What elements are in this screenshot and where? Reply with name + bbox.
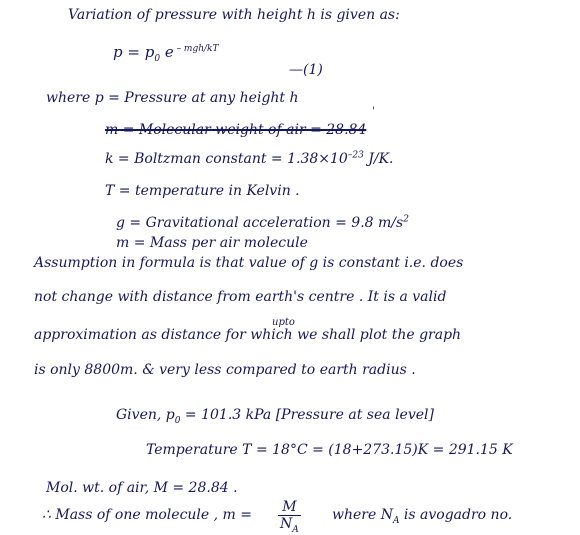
mass-of-molecule-label: ∴ Mass of one molecule , m = bbox=[42, 507, 252, 523]
struck-line bbox=[105, 121, 366, 139]
avogadro-note-start: where N bbox=[332, 507, 393, 523]
boltzmann-exponent: –23 bbox=[347, 150, 364, 161]
definition-temperature: T = temperature in Kelvin . bbox=[105, 183, 300, 199]
text-line-8 bbox=[116, 234, 308, 252]
text-line-13 bbox=[116, 406, 434, 424]
given-pressure-value: = 101.3 kPa [Pressure at sea level] bbox=[180, 407, 434, 423]
text-line-12 bbox=[34, 361, 416, 379]
definition-molecular-weight-struck: m = Molecular weight of air = 28.84 bbox=[105, 122, 367, 138]
given-temperature: Temperature T = 18°C = (18+273.15)K = 291.15 K bbox=[146, 442, 513, 458]
definition-pressure: where p = Pressure at any height h bbox=[46, 90, 299, 106]
text-line-10 bbox=[34, 288, 446, 306]
text-line-16-tail bbox=[332, 506, 512, 524]
avogadro-note-end: is avogadro no. bbox=[399, 507, 513, 523]
fraction-denominator-sub: A bbox=[292, 524, 299, 535]
assumption-line-4: is only 8800m. & very less compared to earth radius . bbox=[34, 362, 416, 378]
definition-molecule-mass: m = Mass per air molecule bbox=[116, 235, 308, 251]
fraction-denominator bbox=[276, 516, 303, 535]
formula-exp-base: e bbox=[160, 43, 174, 61]
text-line-9 bbox=[34, 254, 463, 272]
formula-lhs-sub: 0 bbox=[154, 54, 161, 64]
text-line-5 bbox=[105, 150, 394, 168]
text-line-6 bbox=[105, 182, 300, 200]
gravity-unit-exponent: 2 bbox=[403, 214, 409, 225]
given-pressure-sub: 0 bbox=[174, 415, 181, 426]
assumption-line-2: not change with distance from earth's centre . It is a valid bbox=[34, 289, 447, 305]
text-line-16 bbox=[42, 506, 252, 524]
mass-fraction bbox=[276, 499, 303, 535]
text-line-7 bbox=[116, 214, 409, 232]
text-line-14 bbox=[146, 441, 513, 459]
assumption-line-3: approximation as distance for which we shall plot the graph bbox=[34, 327, 462, 343]
fraction-denominator-base: N bbox=[280, 516, 293, 532]
definition-gravity: g = Gravitational acceleration = 9.8 m/s bbox=[116, 215, 404, 231]
avogadro-sub: A bbox=[392, 515, 400, 526]
text-line-11 bbox=[34, 326, 461, 344]
stray-mark: ' bbox=[372, 106, 375, 117]
text-line-1 bbox=[68, 6, 400, 24]
assumption-line-1: Assumption in formula is that value of g is constant i.e. does bbox=[34, 255, 464, 271]
inserted-word-upto: upto bbox=[272, 317, 295, 328]
given-molecular-weight: Mol. wt. of air, M = 28.84 . bbox=[46, 480, 238, 496]
barometric-formula bbox=[113, 43, 219, 64]
text-line-15 bbox=[46, 479, 238, 497]
boltzmann-unit: J/K. bbox=[363, 151, 394, 167]
equation-number bbox=[289, 61, 323, 79]
pressure-height-intro: Variation of pressure with height h is given as: bbox=[68, 7, 400, 23]
given-pressure-label: Given, p bbox=[116, 407, 175, 423]
formula-lhs: p = p bbox=[113, 43, 155, 61]
definition-boltzmann: k = Boltzman constant = 1.38×10 bbox=[105, 151, 348, 167]
fraction-numerator: M bbox=[278, 499, 300, 516]
formula-exponent: – mgh/kT bbox=[173, 44, 219, 54]
equation-number-label: —(1) bbox=[289, 62, 323, 78]
text-line-3 bbox=[46, 89, 299, 107]
